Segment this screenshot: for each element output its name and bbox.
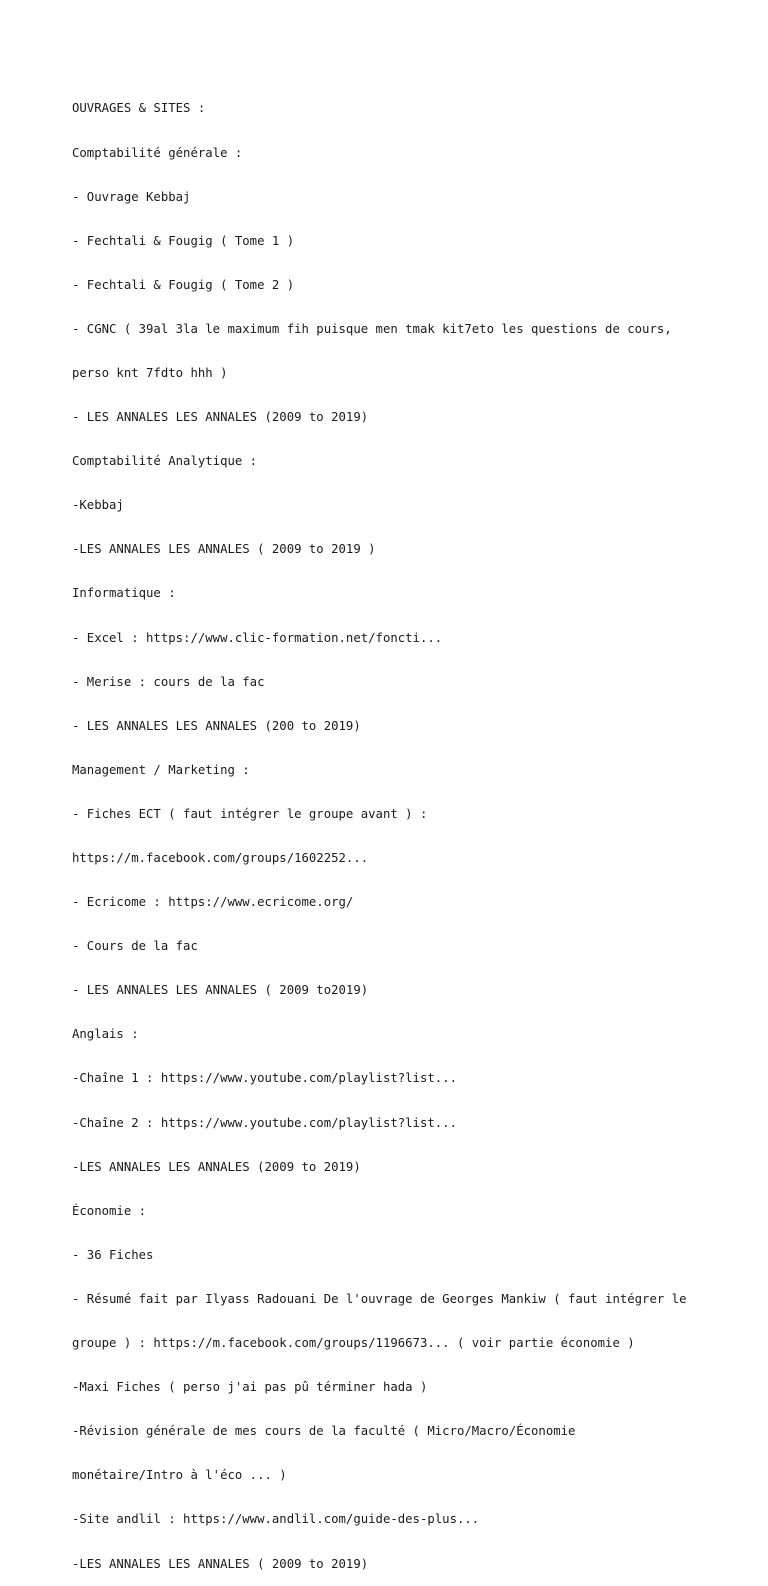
section-heading-economie: Économie : <box>72 1203 147 1218</box>
list-item: - Ouvrage Kebbaj <box>72 189 191 204</box>
section-heading-informatique: Informatique : <box>72 586 176 601</box>
section-heading-comptabilite-analytique: Comptabilité Analytique : <box>72 454 258 469</box>
list-item: - Fechtali & Fougig ( Tome 2 ) <box>72 277 295 292</box>
list-item-link[interactable]: - Ecricome : https://www.ecricome.org/ <box>72 895 354 910</box>
list-item-link[interactable]: - Excel : https://www.clic-formation.net/foncti... <box>72 630 443 645</box>
list-item: -Révision générale de mes cours de la faculté ( Micro/Macro/Économie <box>72 1424 576 1439</box>
list-item: - Merise : cours de la fac <box>72 674 265 689</box>
section-heading-anglais: Anglais : <box>72 1027 139 1042</box>
list-item: - Fiches ECT ( faut intégrer le groupe avant ) : <box>72 806 428 821</box>
list-item-link[interactable]: -Chaîne 2 : https://www.youtube.com/playlist?list... <box>72 1115 457 1130</box>
list-item: - LES ANNALES LES ANNALES (2009 to 2019) <box>72 410 369 425</box>
list-item-link[interactable]: -Site andlil : https://www.andlil.com/guide-des-plus... <box>72 1512 480 1527</box>
list-item-link[interactable]: -Chaîne 1 : https://www.youtube.com/playlist?list... <box>72 1071 457 1086</box>
list-item: - Fechtali & Fougig ( Tome 1 ) <box>72 233 295 248</box>
list-item-continuation: perso knt 7fdto hhh ) <box>72 365 228 380</box>
list-item: -Kebbaj <box>72 498 124 513</box>
list-item: - CGNC ( 39al 3la le maximum fih puisque men tmak kit7eto les questions de cours, <box>72 321 672 336</box>
list-item: -LES ANNALES LES ANNALES ( 2009 to 2019 ) <box>72 542 376 557</box>
list-item-link[interactable]: https://m.facebook.com/groups/1602252... <box>72 851 369 865</box>
list-item: -Maxi Fiches ( perso j'ai pas pû términer hada ) <box>72 1380 428 1395</box>
list-item: - 36 Fiches <box>72 1247 154 1262</box>
list-item: - Résumé fait par Ilyass Radouani De l'ouvrage de Georges Mankiw ( faut intégrer le <box>72 1291 687 1306</box>
section-heading-management-marketing: Management / Marketing : <box>72 762 250 777</box>
list-item: - LES ANNALES LES ANNALES (200 to 2019) <box>72 718 361 733</box>
list-item: -LES ANNALES LES ANNALES (2009 to 2019) <box>72 1159 361 1174</box>
list-item: - LES ANNALES LES ANNALES ( 2009 to2019) <box>72 983 369 998</box>
list-item-link[interactable]: groupe ) : https://m.facebook.com/groups/1196673... ( voir partie économie ) <box>72 1336 635 1351</box>
list-item: - Cours de la fac <box>72 939 198 954</box>
section-heading-ouvrages-sites: OUVRAGES & SITES : <box>72 101 206 116</box>
document-text-block <box>72 72 712 1586</box>
list-item-continuation: monétaire/Intro à l'éco ... ) <box>72 1468 287 1483</box>
section-heading-comptabilite-generale: Comptabilité générale : <box>72 145 243 160</box>
list-item: -LES ANNALES LES ANNALES ( 2009 to 2019) <box>72 1556 369 1571</box>
